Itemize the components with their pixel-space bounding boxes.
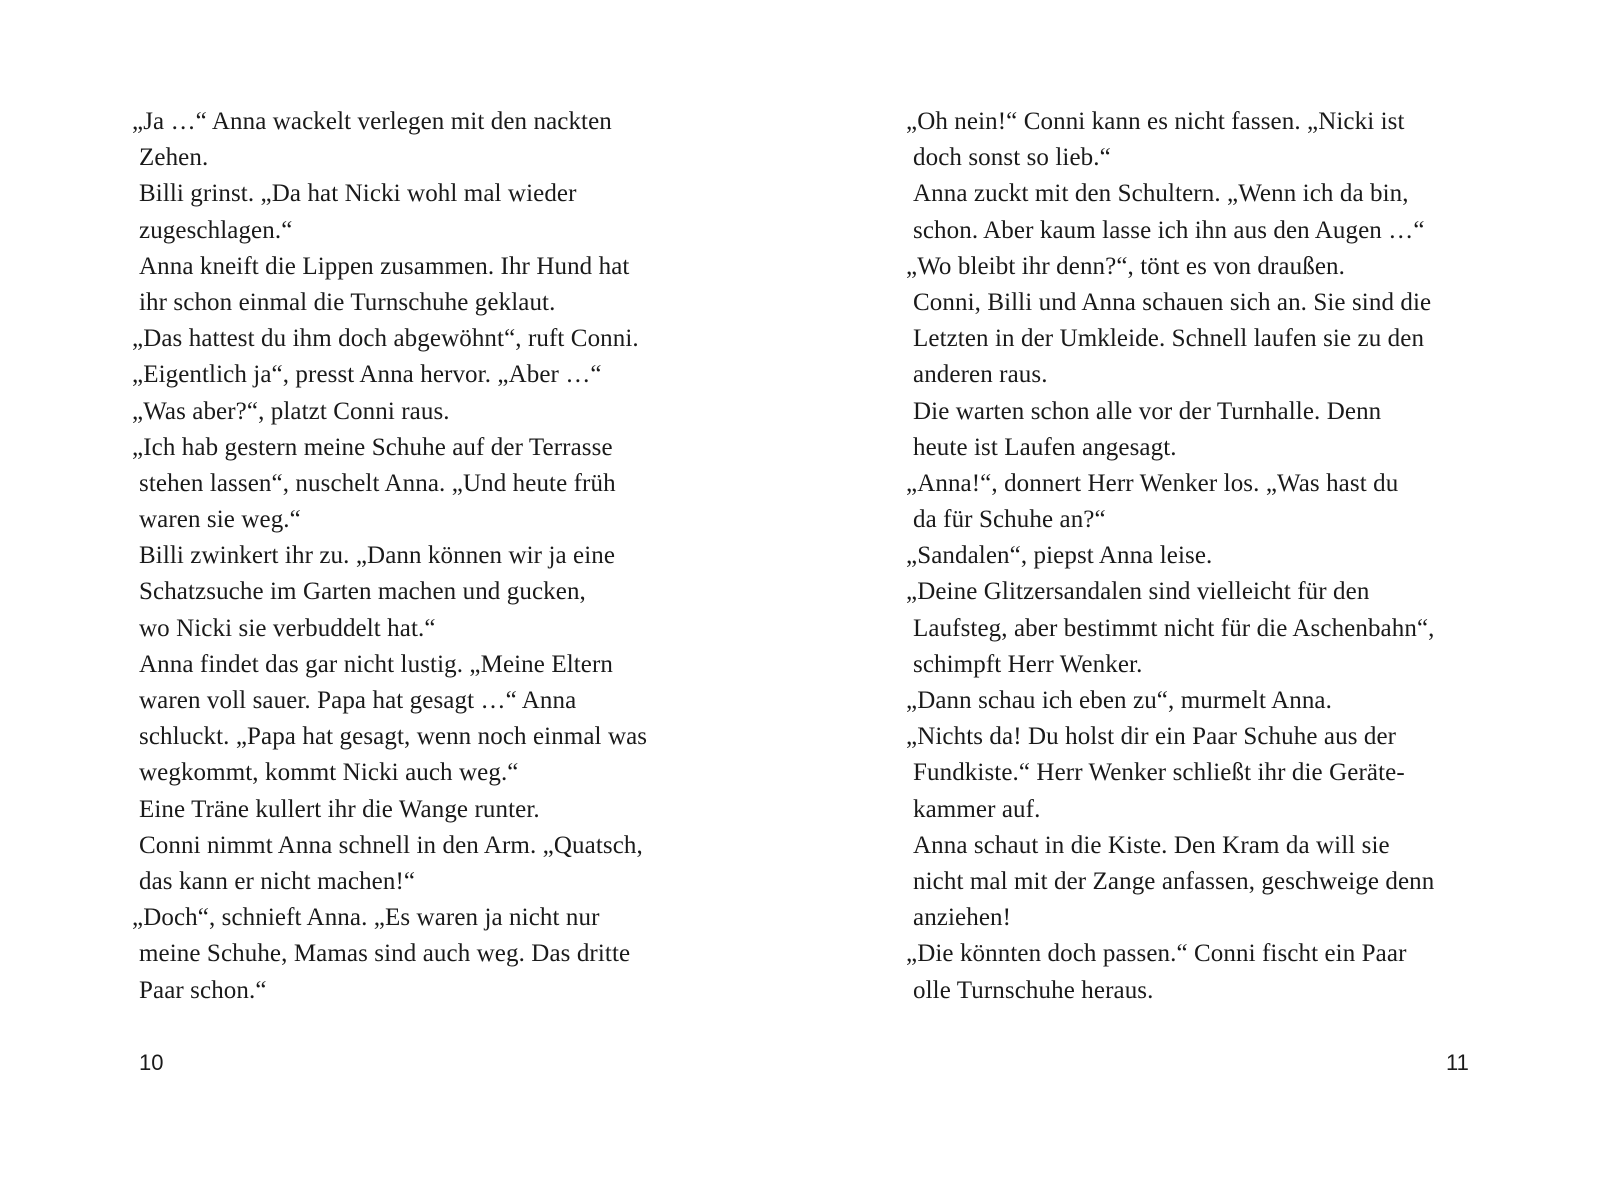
text-line: Schatzsuche im Garten machen und gucken,: [139, 578, 586, 606]
text-line: Letzten in der Umkleide. Schnell laufen sie zu den: [913, 325, 1425, 353]
text-line: „Das hattest du ihm doch abgewöhnt“, ruft Conni.: [132, 325, 639, 353]
text-line: Conni, Billi und Anna schauen sich an. Sie sind die: [913, 288, 1432, 316]
text-line: Anna kneift die Lippen zusammen. Ihr Hund hat: [139, 252, 630, 280]
text-line: „Oh nein!“ Conni kann es nicht fassen. „Nicki ist: [906, 108, 1405, 135]
text-line: Conni nimmt Anna schnell in den Arm. „Quatsch,: [139, 831, 643, 859]
text-line: waren sie weg.“: [139, 506, 301, 534]
text-line: Eine Träne kullert ihr die Wange runter.: [139, 795, 540, 823]
text-line: doch sonst so lieb.“: [913, 144, 1111, 172]
text-line: Anna findet das gar nicht lustig. „Meine Eltern: [139, 650, 614, 678]
page-number-right: 11: [1446, 1050, 1469, 1075]
text-line: zugeschlagen.“: [139, 216, 293, 244]
text-line: anderen raus.: [913, 361, 1048, 389]
text-line: das kann er nicht machen!“: [139, 867, 416, 895]
text-line: anziehen!: [913, 904, 1012, 932]
text-line: Anna zuckt mit den Schultern. „Wenn ich da bin,: [913, 180, 1409, 208]
text-line: „Deine Glitzersandalen sind vielleicht für den: [906, 578, 1370, 606]
text-line: Billi zwinkert ihr zu. „Dann können wir ja eine: [139, 542, 616, 570]
text-line: „Doch“, schnieft Anna. „Es waren ja nicht nur: [132, 904, 600, 932]
text-line: waren voll sauer. Papa hat gesagt …“ Anna: [139, 687, 577, 714]
text-line: olle Turnschuhe heraus.: [913, 976, 1154, 1004]
text-line: wegkommt, kommt Nicki auch weg.“: [139, 759, 519, 787]
left-page-text: [132, 104, 732, 1009]
text-line: „Eigentlich ja“, presst Anna hervor. „Aber …“: [132, 361, 602, 389]
text-line: Paar schon.“: [139, 976, 267, 1004]
text-line: „Die könnten doch passen.“ Conni fischt ein Paar: [906, 940, 1407, 968]
text-line: stehen lassen“, nuschelt Anna. „Und heute früh: [139, 469, 616, 497]
text-line: „Anna!“, donnert Herr Wenker los. „Was hast du: [906, 469, 1399, 497]
text-line: Fundkiste.“ Herr Wenker schließt ihr die Geräte-: [913, 759, 1405, 787]
text-line: ihr schon einmal die Turnschuhe geklaut.: [139, 288, 556, 316]
right-page-text: [906, 104, 1506, 1009]
text-line: schon. Aber kaum lasse ich ihn aus den Augen …“: [913, 216, 1425, 244]
text-line: schimpft Herr Wenker.: [913, 650, 1143, 678]
text-line: da für Schuhe an?“: [913, 506, 1106, 534]
text-line: nicht mal mit der Zange anfassen, geschweige denn: [913, 867, 1435, 895]
text-line: meine Schuhe, Mamas sind auch weg. Das dritte: [139, 940, 631, 968]
text-line: „Was aber?“, platzt Conni raus.: [132, 397, 450, 425]
text-line: wo Nicki sie verbuddelt hat.“: [139, 614, 436, 642]
text-line: schluckt. „Papa hat gesagt, wenn noch einmal was: [139, 723, 648, 751]
text-line: „Ich hab gestern meine Schuhe auf der Terrasse: [132, 433, 613, 461]
text-line: „Sandalen“, piepst Anna leise.: [906, 542, 1213, 570]
text-line: „Wo bleibt ihr denn?“, tönt es von draußen.: [906, 252, 1345, 280]
text-line: Billi grinst. „Da hat Nicki wohl mal wieder: [139, 180, 577, 208]
text-line: Laufsteg, aber bestimmt nicht für die Aschenbahn“,: [913, 614, 1435, 642]
text-line: „Dann schau ich eben zu“, murmelt Anna.: [906, 687, 1332, 714]
text-line: „Nichts da! Du holst dir ein Paar Schuhe aus der: [906, 723, 1397, 751]
text-line: Zehen.: [139, 144, 209, 172]
page-number-left: 10: [139, 1050, 164, 1075]
text-line: Anna schaut in die Kiste. Den Kram da will sie: [913, 831, 1390, 859]
text-line: „Ja …“ Anna wackelt verlegen mit den nackten: [132, 108, 612, 135]
text-line: kammer auf.: [913, 795, 1041, 823]
text-line: Die warten schon alle vor der Turnhalle. Denn: [913, 397, 1382, 425]
text-line: heute ist Laufen angesagt.: [913, 433, 1177, 461]
